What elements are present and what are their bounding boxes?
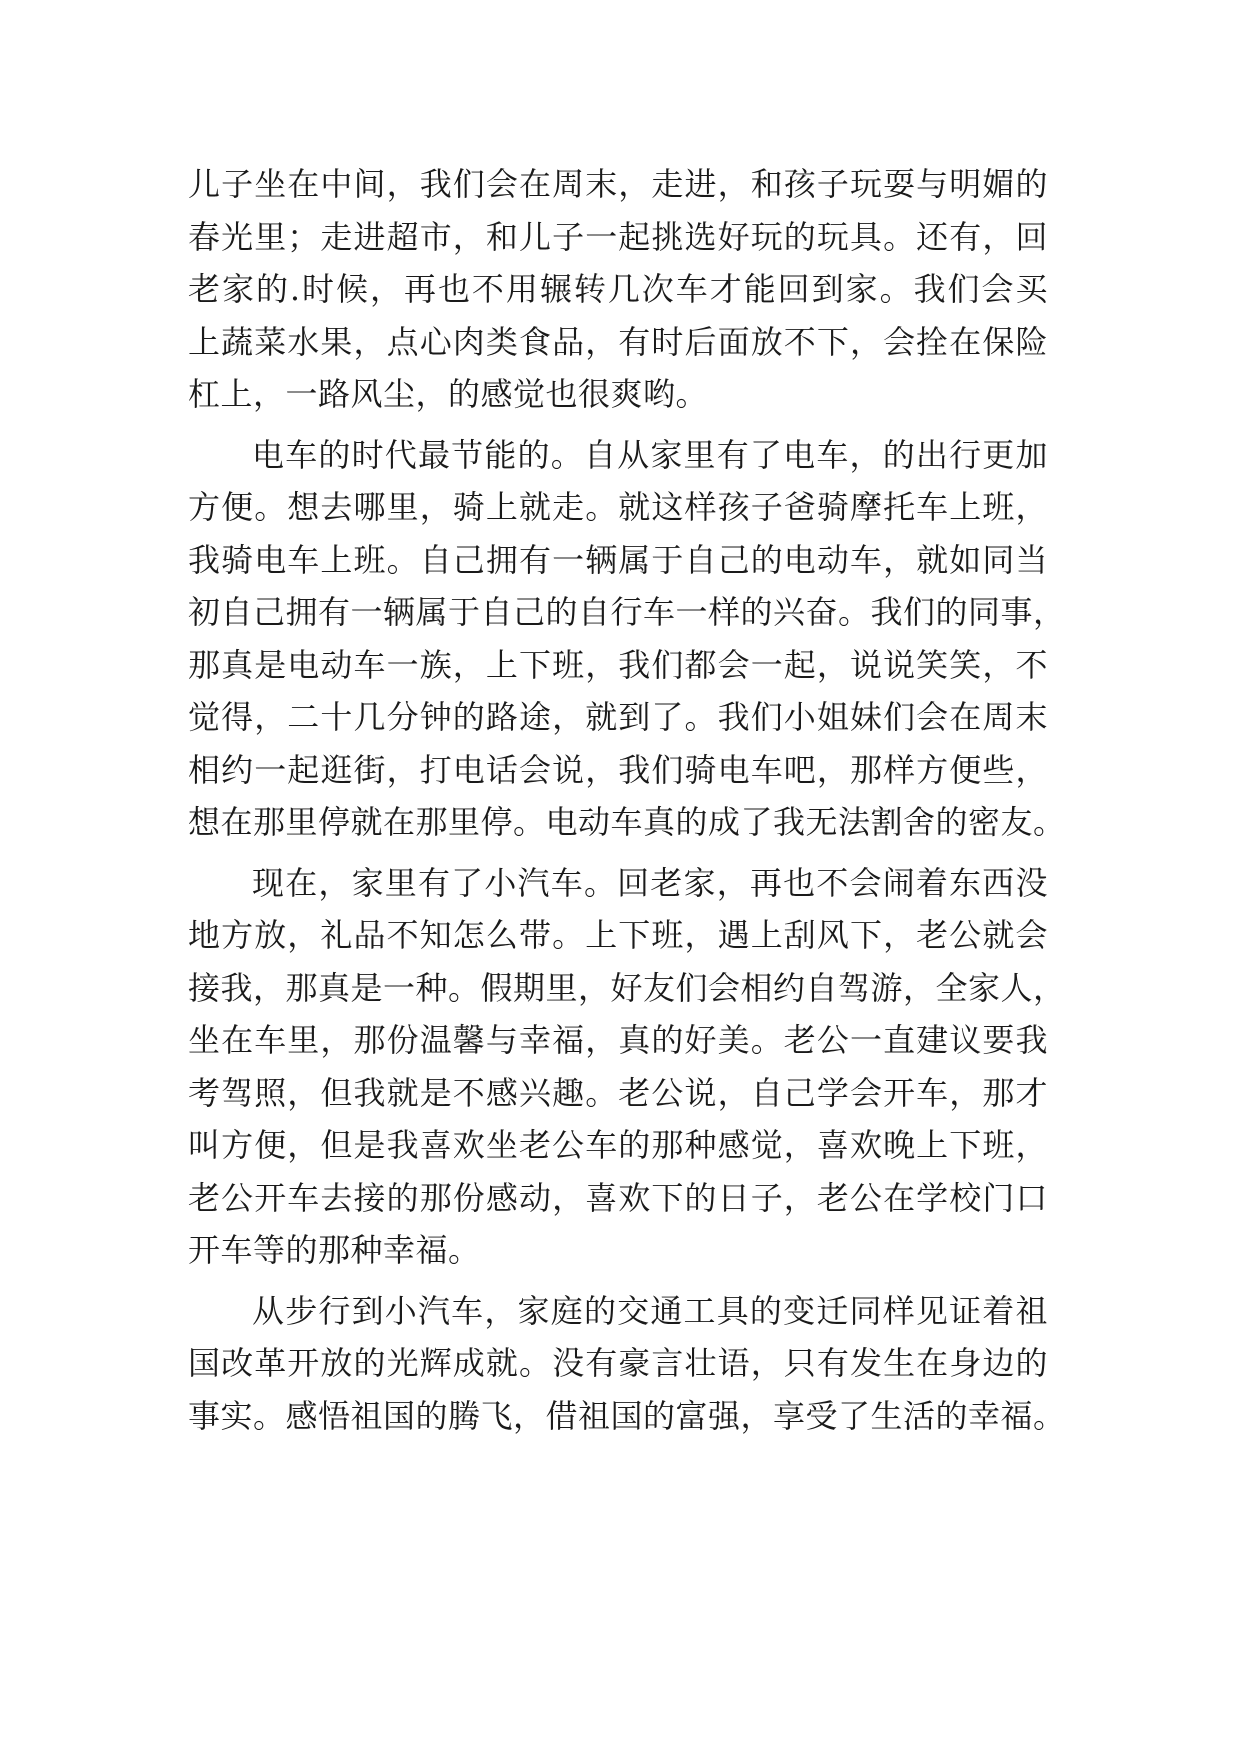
text-line: 我骑电车上班。自己拥有一辆属于自己的电动车，就如同当 <box>188 540 1048 579</box>
text-line: 从步行到小汽车，家庭的交通工具的变迁同样见证着祖 <box>252 1291 1048 1330</box>
text-line: 地方放，礼品不知怎么带。上下班，遇上刮风下，老公就会 <box>188 916 1048 954</box>
text-line: 开车等的那种幸福。 <box>188 1231 481 1269</box>
paragraph-3 <box>188 857 1066 1277</box>
text-line: 坐在车里，那份温馨与幸福，真的好美。老公一直建议要我 <box>188 1021 1048 1059</box>
text-line: 电车的时代最节能的。自从家里有了电车，的出行更加 <box>252 435 1048 474</box>
text-line: 方便。想去哪里，骑上就走。就这样孩子爸骑摩托车上班， <box>188 488 1048 526</box>
text-line: 接我，那真是一种。假期里，好友们会相约自驾游，全家人， <box>188 968 1066 1007</box>
document-body <box>188 158 1066 1442</box>
text-line: 上蔬菜水果，点心肉类食品，有时后面放不下，会拴在保险 <box>188 322 1048 361</box>
text-line: 初自己拥有一辆属于自己的自行车一样的兴奋。我们的同事， <box>188 593 1066 631</box>
text-line: 现在，家里有了小汽车。回老家，再也不会闹着东西没 <box>252 863 1048 902</box>
text-line: 儿子坐在中间，我们会在周末，走进，和孩子玩耍与明媚的 <box>188 165 1048 203</box>
text-line: 觉得，二十几分钟的路途，就到了。我们小姐妹们会在周末 <box>188 698 1048 736</box>
text-line: 考驾照，但我就是不感兴趣。老公说，自己学会开车，那才 <box>188 1073 1048 1112</box>
text-line: 老家的.时候，再也不用辗转几次车才能回到家。我们会买 <box>188 270 1048 308</box>
text-line: 那真是电动车一族，上下班，我们都会一起，说说笑笑，不 <box>188 645 1048 684</box>
text-line: 国改革开放的光辉成就。没有豪言壮语，只有发生在身边的 <box>188 1344 1048 1382</box>
paragraph-2 <box>188 429 1066 849</box>
text-line: 相约一起逛街，打电话会说，我们骑电车吧，那样方便些， <box>188 750 1048 789</box>
text-line: 老公开车去接的那份感动，喜欢下的日子，老公在学校门口 <box>188 1178 1048 1217</box>
text-line: 想在那里停就在那里停。电动车真的成了我无法割舍的密友。 <box>188 803 1066 841</box>
text-line: 杠上，一路风尘，的感觉也很爽哟。 <box>188 375 709 413</box>
paragraph-4 <box>188 1285 1066 1443</box>
paragraph-1 <box>188 158 1048 421</box>
text-line: 叫方便，但是我喜欢坐老公车的那种感觉，喜欢晚上下班， <box>188 1126 1048 1164</box>
text-line: 事实。感悟祖国的腾飞，借祖国的富强，享受了生活的幸福。 <box>188 1396 1066 1435</box>
text-line: 春光里；走进超市，和儿子一起挑选好玩的玩具。还有，回 <box>188 217 1048 256</box>
